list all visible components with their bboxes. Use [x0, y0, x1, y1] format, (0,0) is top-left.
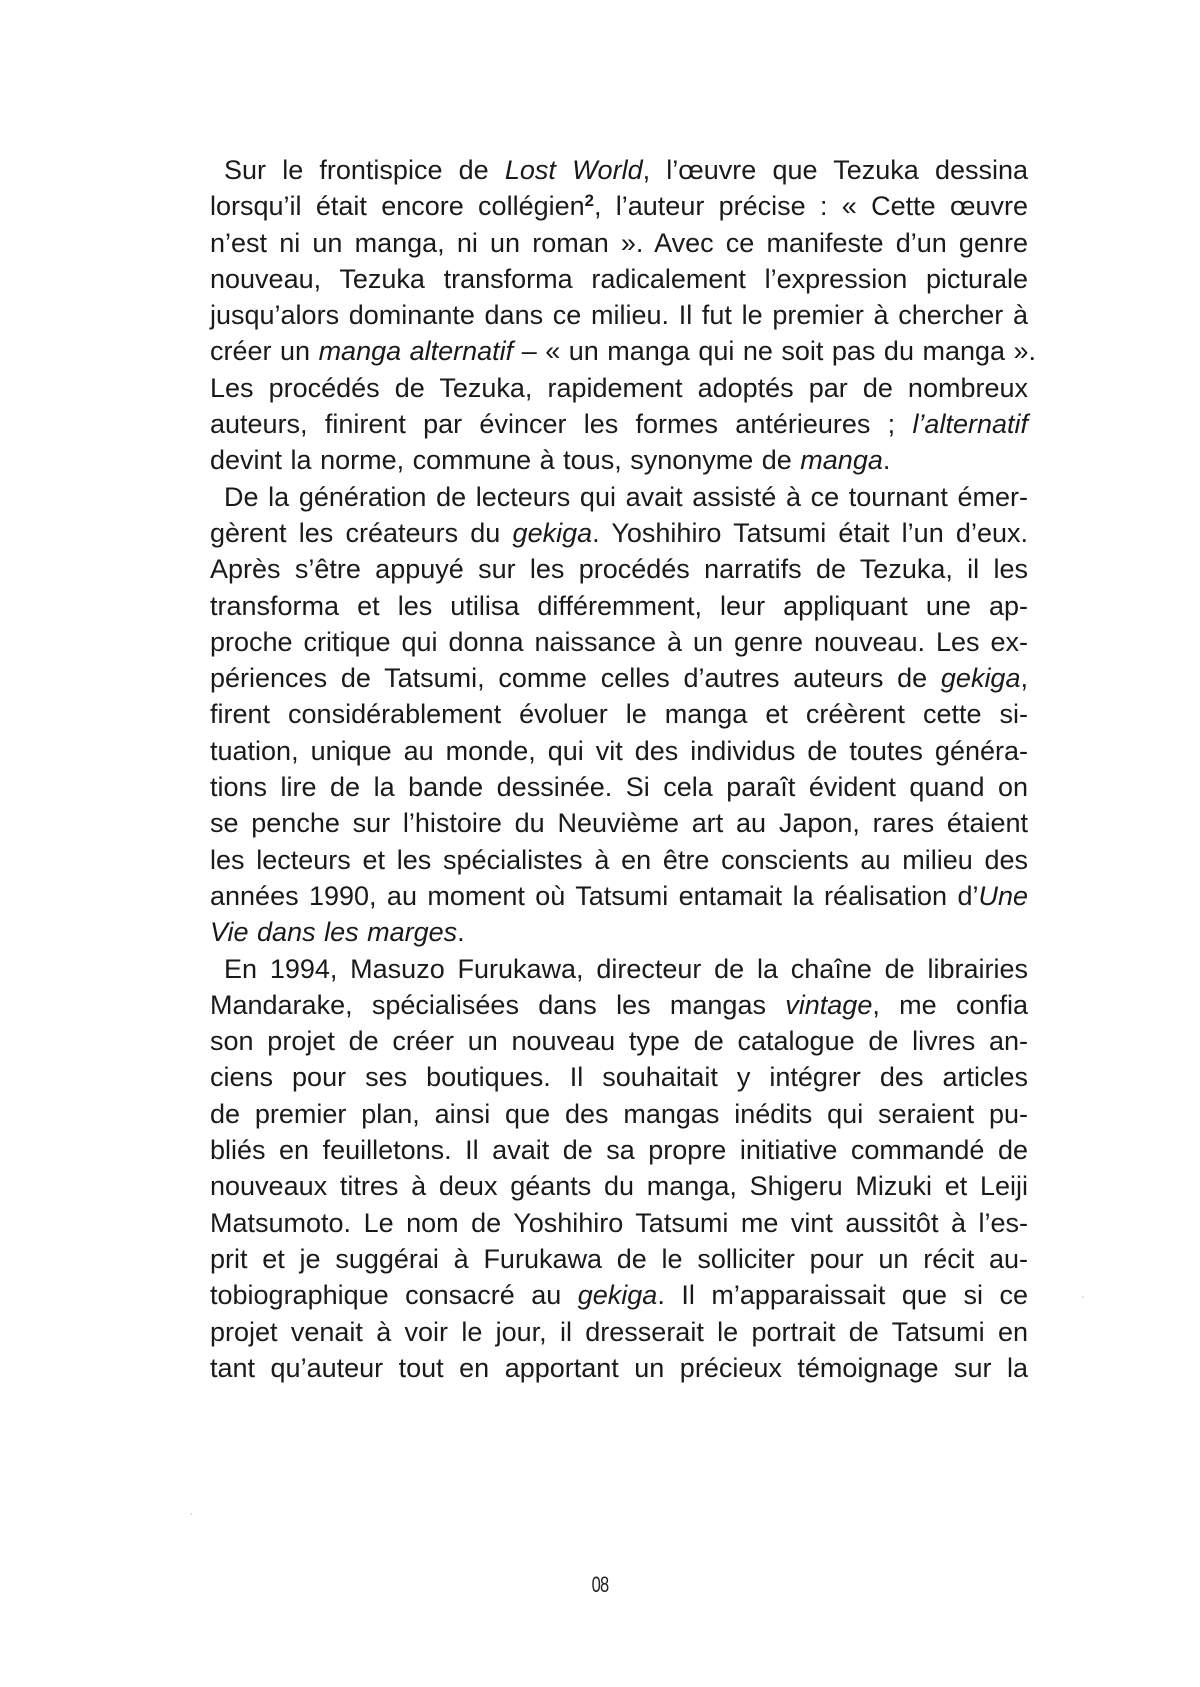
text-line — [210, 1132, 1028, 1168]
text-line — [210, 1168, 1028, 1204]
text-line — [210, 1205, 1028, 1241]
text-line — [210, 805, 1028, 841]
text-line — [210, 188, 1028, 224]
body-text — [210, 152, 1037, 1386]
text-segment: projet venait à voir le jour, il dresserait le portrait de Tatsumi en — [210, 1316, 1028, 1347]
italic-text: gekiga — [940, 663, 1021, 694]
text-line — [210, 1350, 1028, 1386]
text-segment: Sur le frontispice de — [224, 155, 505, 185]
text-segment: bliés en feuilletons. Il avait de sa propre initiative commandé de — [210, 1135, 1028, 1166]
text-segment: son projet de créer un nouveau type de catalogue de livres an- — [210, 1026, 1028, 1057]
text-line — [210, 1096, 1028, 1132]
text-line — [210, 406, 1028, 442]
text-segment: tuation, unique au monde, qui vit des individus de toutes généra- — [210, 735, 1028, 766]
text-line — [210, 987, 1028, 1023]
italic-text: gekiga — [577, 1280, 658, 1311]
text-line — [210, 733, 1028, 769]
text-line — [210, 1241, 1028, 1277]
italic-text: Vie dans les marges — [210, 917, 458, 948]
text-line — [210, 152, 1028, 188]
text-line — [210, 842, 1028, 878]
paragraph — [210, 951, 1028, 1387]
text-segment: transforma et les utilisa différemment, leur appliquant une ap- — [210, 590, 1028, 621]
text-line — [210, 1059, 1028, 1095]
text-line — [210, 551, 1028, 587]
text-segment: les lecteurs et les spécialistes à en être conscients au milieu des — [210, 844, 1028, 875]
text-segment: tions lire de la bande dessinée. Si cela paraît évident quand on — [210, 772, 1028, 803]
text-line — [210, 951, 1028, 987]
text-segment: – « un manga qui ne soit pas du manga ». — [513, 336, 1037, 367]
text-line — [210, 297, 1028, 333]
text-line — [210, 624, 1028, 660]
text-segment: Les procédés de Tezuka, rapidement adoptés par de nombreux — [210, 372, 1028, 403]
text-line — [210, 1277, 1028, 1313]
text-segment: années 1990, au moment où Tatsumi entamait la réalisation d’ — [210, 880, 979, 911]
text-segment: périences de Tatsumi, comme celles d’autres auteurs de — [210, 663, 941, 694]
text-segment: Matsumoto. Le nom de Yoshihiro Tatsumi me vint aussitôt à l’es- — [210, 1207, 1028, 1238]
text-line — [210, 660, 1028, 696]
text-segment: gèrent les créateurs du — [210, 517, 513, 548]
text-segment: Mandarake, spécialisées dans les mangas — [210, 989, 786, 1020]
text-segment: nouveaux titres à deux géants du manga, Shigeru Mizuki et Leiji — [210, 1171, 1028, 1202]
text-segment: n’est ni un manga, ni un roman ». Avec ce manifeste d’un genre — [210, 227, 1028, 258]
text-segment: prit et je suggérai à Furukawa de le solliciter pour un récit au- — [210, 1243, 1028, 1274]
italic-text: manga alternatif — [318, 336, 514, 367]
italic-text: gekiga — [512, 517, 593, 548]
text-segment: tant qu’auteur tout en apportant un précieux témoignage sur la — [210, 1352, 1028, 1383]
text-line — [210, 515, 1028, 551]
text-line — [210, 878, 1028, 914]
text-segment: En 1994, Masuzo Furukawa, directeur de la chaîne de librairies — [224, 953, 1028, 984]
italic-text: l’alternatif — [912, 409, 1028, 440]
text-segment: jusqu’alors dominante dans ce milieu. Il fut le premier à chercher à — [210, 300, 1028, 331]
text-segment: de premier plan, ainsi que des mangas inédits qui seraient pu- — [210, 1098, 1028, 1129]
text-line — [210, 225, 1028, 261]
italic-text: manga — [800, 445, 883, 476]
italic-text: Lost World — [504, 155, 643, 185]
text-segment: auteurs, finirent par évincer les formes antérieures ; — [210, 409, 913, 440]
text-segment: Après s’être appuyé sur les procédés narratifs de Tezuka, il les — [210, 554, 1028, 585]
text-segment: créer un — [210, 336, 319, 367]
text-segment: . Il m’apparaissait que si ce — [657, 1280, 1028, 1311]
text-line — [210, 1314, 1028, 1350]
page-number: 08 — [591, 1572, 609, 1597]
text-line — [210, 914, 1028, 950]
text-segment: firent considérablement évoluer le manga et créèrent cette si- — [210, 699, 1028, 730]
text-segment: . — [882, 445, 891, 476]
text-segment: . — [457, 917, 465, 948]
text-line — [210, 442, 1028, 478]
footnote-ref: 2 — [584, 191, 594, 211]
text-segment: , — [1020, 663, 1028, 694]
text-segment: . Yoshihiro Tatsumi était l’un d’eux. — [592, 517, 1028, 548]
text-segment: , l’auteur précise : « Cette œuvre — [593, 191, 1028, 222]
text-segment: lorsqu’il était encore collégien — [210, 191, 585, 222]
text-line — [210, 370, 1028, 406]
text-line — [210, 479, 1028, 515]
paper-speck — [190, 1513, 192, 1515]
paper-speck — [1082, 1296, 1084, 1298]
text-segment: devint la norme, commune à tous, synonyme de — [210, 445, 801, 476]
text-segment: se penche sur l’histoire du Neuvième art au Japon, rares étaient — [210, 808, 1028, 839]
text-line — [210, 333, 1037, 369]
text-line — [210, 1023, 1028, 1059]
text-line — [210, 261, 1028, 297]
text-line — [210, 769, 1028, 805]
text-segment: , l’œuvre que Tezuka dessina — [642, 155, 1029, 185]
text-line — [210, 696, 1028, 732]
paragraph — [210, 152, 1037, 479]
text-segment: tobiographique consacré au — [210, 1280, 578, 1311]
text-segment: ciens pour ses boutiques. Il souhaitait y intégrer des articles — [210, 1062, 1028, 1093]
text-segment: nouveau, Tezuka transforma radicalement l’expression picturale — [210, 263, 1028, 294]
paragraph — [210, 479, 1028, 951]
text-segment: De la génération de lecteurs qui avait assisté à ce tournant émer- — [224, 481, 1028, 512]
italic-text: vintage — [785, 989, 873, 1020]
italic-text: Une — [978, 880, 1028, 911]
text-segment: proche critique qui donna naissance à un genre nouveau. Les ex- — [210, 626, 1028, 657]
text-line — [210, 588, 1028, 624]
text-segment: , me confia — [872, 989, 1028, 1020]
